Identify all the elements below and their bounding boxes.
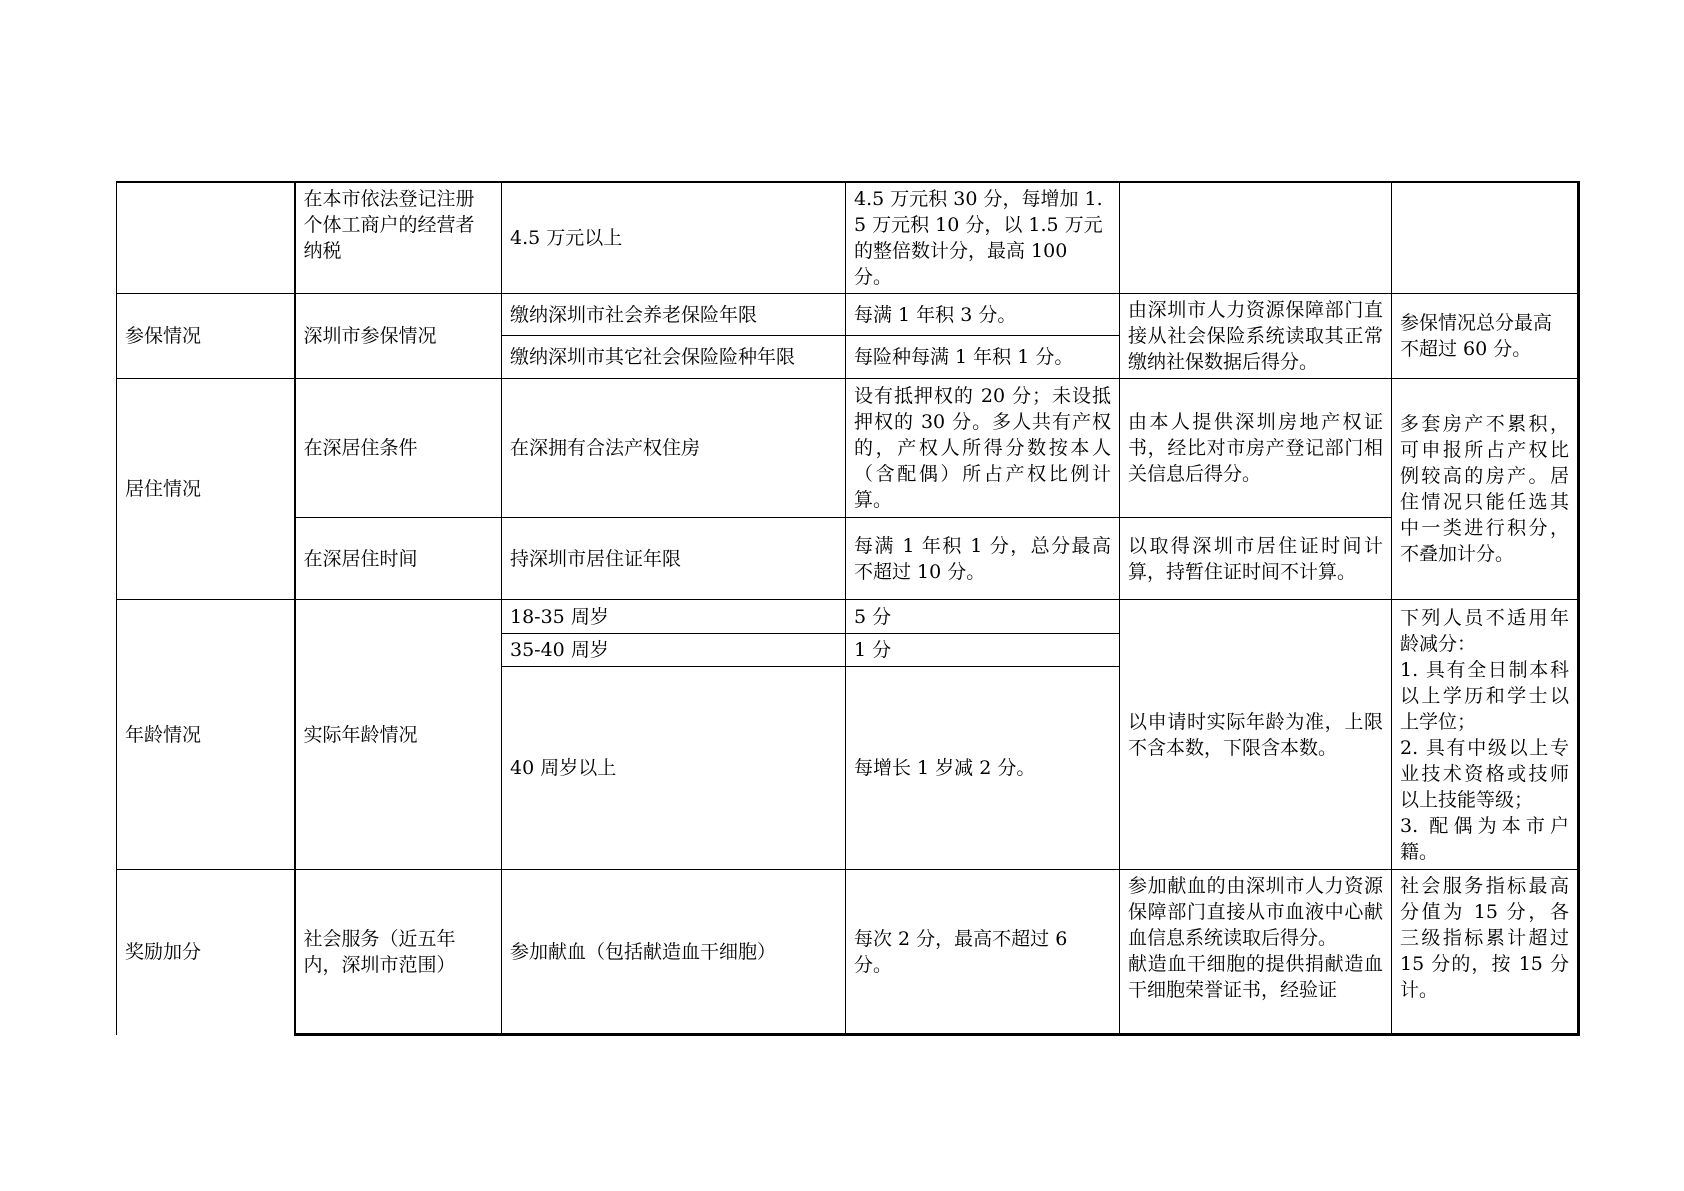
cell-score-age-18-35: 5 分 (846, 600, 1120, 634)
remark-age-line-1: 下列人员不适用年龄减分： (1400, 606, 1569, 655)
cell-condition-age-35-40: 35-40 周岁 (502, 634, 846, 667)
cell-score-age-35-40: 1 分 (846, 634, 1120, 667)
cell-indicator-residence-time: 在深居住时间 (295, 518, 502, 600)
cell-indicator: 在本市依法登记注册个体工商户的经营者纳税 (295, 182, 502, 294)
cell-score-other-insurance: 每险种每满 1 年积 1 分。 (846, 336, 1120, 379)
cell-condition-property: 在深拥有合法产权住房 (502, 379, 846, 518)
cell-verification-insurance: 由深圳市人力资源保障部门直接从社会保险系统读取其正常缴纳社保数据后得分。 (1120, 294, 1392, 379)
cell-verification (1120, 182, 1392, 294)
row-age-18-35 (117, 600, 1579, 634)
row-individual-business (117, 182, 1579, 294)
cell-verification-blood (1120, 870, 1392, 1035)
cell-score-blood: 每次 2 分，最高不超过 6 分。 (846, 870, 1120, 1035)
cell-remark-insurance: 参保情况总分最高不超过 60 分。 (1392, 294, 1579, 379)
cell-indicator-residence-condition: 在深居住条件 (295, 379, 502, 518)
cell-condition-residence-permit: 持深圳市居住证年限 (502, 518, 846, 600)
cell-category-empty (117, 182, 295, 294)
row-bonus-blood-donation (117, 870, 1579, 1035)
cell-remark-age (1392, 600, 1579, 870)
cell-score-residence-permit: 每满 1 年积 1 分，总分最高不超过 10 分。 (846, 518, 1120, 600)
cell-category-insurance: 参保情况 (117, 294, 295, 379)
cell-category-residence: 居住情况 (117, 379, 295, 600)
remark-age-line-3: 2. 具有中级以上专业技术资格或技师以上技能等级； (1400, 736, 1569, 811)
cell-category-age: 年龄情况 (117, 600, 295, 870)
cell-indicator-bonus: 社会服务（近五年内，深圳市范围） (295, 870, 502, 1035)
cell-score-property: 设有抵押权的 20 分；未设抵押权的 30 分。多人共有产权的，产权人所得分数按本人（含配偶）所占产权比例计算。 (846, 379, 1120, 518)
cell-indicator-age: 实际年龄情况 (295, 600, 502, 870)
cell-score-age-over-40: 每增长 1 岁减 2 分。 (846, 667, 1120, 870)
cell-condition-age-over-40: 40 周岁以上 (502, 667, 846, 870)
row-insurance-pension (117, 294, 1579, 336)
cell-verification-property: 由本人提供深圳房地产权证书，经比对市房产登记部门相关信息后得分。 (1120, 379, 1392, 518)
remark-age-line-4: 3. 配偶为本市户籍。 (1400, 814, 1569, 863)
cell-condition-blood: 参加献血（包括献造血干细胞） (502, 870, 846, 1035)
cell-remark (1392, 182, 1579, 294)
cell-score: 4.5 万元积 30 分，每增加 1.5 万元积 10 分，以 1.5 万元的整倍数计分，最高 100 分。 (846, 182, 1120, 294)
cell-verification-residence-permit: 以取得深圳市居住证时间计算，持暂住证时间不计算。 (1120, 518, 1392, 600)
row-residence-property (117, 379, 1579, 518)
cell-remark-bonus: 社会服务指标最高分值为 15 分，各三级指标累计超过 15 分的，按 15 分计。 (1392, 870, 1579, 1035)
points-table (116, 181, 1580, 1036)
cell-condition-other-insurance: 缴纳深圳市其它社会保险险种年限 (502, 336, 846, 379)
cell-score-pension: 每满 1 年积 3 分。 (846, 294, 1120, 336)
cell-condition-pension: 缴纳深圳市社会养老保险年限 (502, 294, 846, 336)
row-residence-time (117, 518, 1579, 600)
cell-remark-residence: 多套房产不累积，可申报所占产权比例较高的房产。居住情况只能任选其中一类进行积分，不叠加计分。 (1392, 379, 1579, 600)
verification-blood-p1: 参加献血的由深圳市人力资源保障部门直接从市血液中心献血信息系统读取后得分。 (1128, 875, 1383, 949)
cell-category-bonus: 奖励加分 (117, 870, 295, 1035)
cell-indicator-insurance: 深圳市参保情况 (295, 294, 502, 379)
remark-age-line-2: 1. 具有全日制本科以上学历和学士以上学位； (1400, 658, 1569, 733)
cell-condition-age-18-35: 18-35 周岁 (502, 600, 846, 634)
cell-verification-age: 以申请时实际年龄为准，上限不含本数，下限含本数。 (1120, 600, 1392, 870)
verification-blood-p2: 献造血干细胞的提供捐献造血干细胞荣誉证书，经验证 (1128, 953, 1383, 1001)
cell-condition: 4.5 万元以上 (502, 182, 846, 294)
